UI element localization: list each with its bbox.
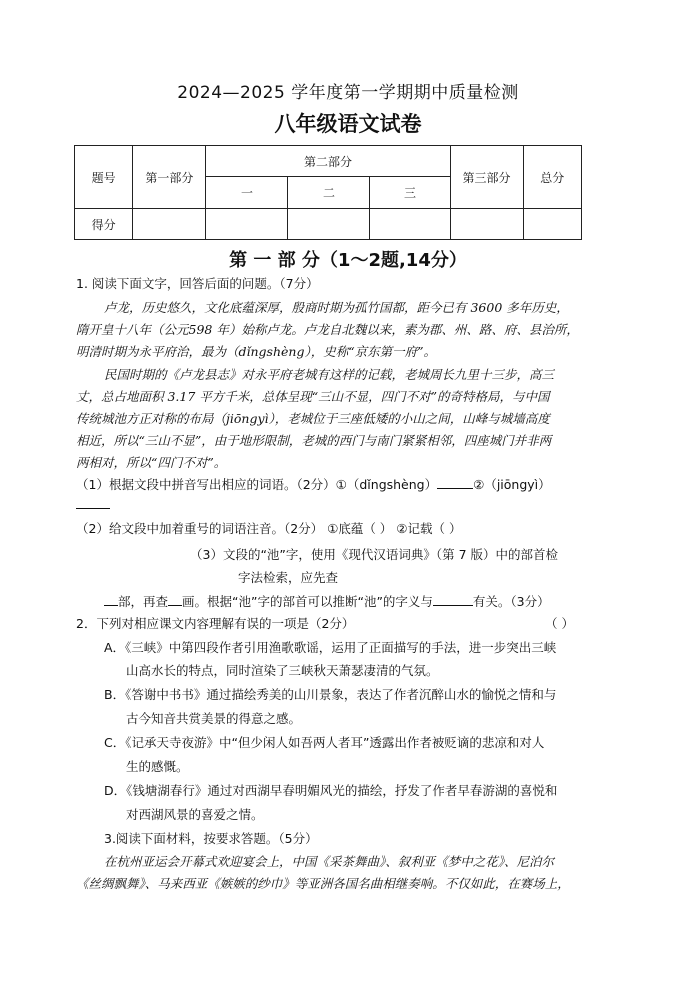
q2-option-a-line2: 山高水长的特点，同时渲染了三峡秋天萧瑟凄清的气氛。 xyxy=(126,663,439,678)
q1-para2-line1: 民国时期的《卢龙县志》对永平府老城有这样的记载，老城周长九里十三步，高三 xyxy=(104,367,555,382)
q2-option-c-line2: 生的感慨。 xyxy=(126,759,189,774)
q1-para1-line2: 隋开皇十八年（公元598 年）始称卢龙。卢龙自北魏以来，素为郡、州、路、府、县治所， xyxy=(76,322,579,337)
q1-para2-line4: 相近，所以“三山不显”，由于地形限制，老城的西门与南门紧紧相邻，四座城门并非两 xyxy=(76,433,552,448)
q3-stem: 3.阅读下面材料，按要求答题。（5分） xyxy=(104,831,318,846)
q2-option-c-line1: C．《记承天寺夜游》中“但少闲人如吾两人者耳”透露出作者被贬谪的悲凉和对人 xyxy=(104,735,545,750)
q1-sub2: （2）给文段中加着重号的词语注音。（2分） ①底蕴（ ） ②记载（ ） xyxy=(76,521,462,536)
q1-stem: 1. 阅读下面文字，回答后面的问题。（7分） xyxy=(76,276,319,291)
q1-sub3-text-3: 有关。（3分） xyxy=(472,594,550,609)
q1-sub1 xyxy=(76,476,551,493)
score-input-part2-3[interactable] xyxy=(370,209,450,240)
score-input-total[interactable] xyxy=(523,209,581,240)
q1-para2-line3: 传统城池方正对称的布局（jiōngyì），老城位于三座低矮的小山之间，山峰与城墙高度 xyxy=(76,411,550,426)
q1-sub3-text-2: 画。根据“池”字的部首可以推断“池”的字义与 xyxy=(182,594,433,609)
cell-part2-header: 第二部分 xyxy=(206,146,450,177)
score-input-part1[interactable] xyxy=(133,209,206,240)
q3-para-line2: 《丝绸飘舞》、马来西亚《嫉嫉的纱巾》等亚洲各国名曲相继奏响。不仅如此，在赛场上， xyxy=(76,876,570,891)
q1-sub3-blank-meaning[interactable] xyxy=(433,593,473,606)
score-input-part2-2[interactable] xyxy=(288,209,370,240)
q1-sub1-text-b: ②（jiōngyì） xyxy=(473,477,551,492)
q1-sub3-line2: 字法检索，应先查 xyxy=(238,570,339,585)
q1-sub1-continuation xyxy=(76,496,110,513)
q2-option-d-line1: D．《钱塘湖春行》通过对西湖早春明媚风光的描绘，抒发了作者早春游湖的喜悦和 xyxy=(104,783,558,798)
q1-sub3-text-1: 部，再查 xyxy=(118,594,169,609)
q1-sub3-blank-radical[interactable] xyxy=(104,593,118,606)
q1-sub3-line3 xyxy=(104,593,550,610)
cell-question-label: 题号 xyxy=(75,146,133,209)
q1-sub3-line1: （3）文段的“池”字，使用《现代汉语词典》（第 7 版）中的部首检 xyxy=(190,547,559,562)
cell-part3-header: 第三部分 xyxy=(450,146,523,209)
cell-part2-sub-3: 三 xyxy=(370,177,450,209)
q2-option-a-line1: A．《三峡》中第四段作者引用渔歌歌谣，运用了正面描写的手法，进一步突出三峡 xyxy=(104,640,557,655)
q2-option-b-line1: B．《答谢中书书》通过描绘秀美的山川景象，表达了作者沉醉山水的愉悦之情和与 xyxy=(104,687,557,702)
part-one-heading: 第 一 部 分（1～2题,14分） xyxy=(229,250,467,271)
q1-sub1-text: （1）根据文段中拼音写出相应的词语。（2分）①（dǐngshèng） xyxy=(76,477,438,492)
q2-answer-paren[interactable]: （ ） xyxy=(545,616,574,631)
cell-part1-header: 第一部分 xyxy=(133,146,206,209)
cell-score-label: 得分 xyxy=(75,209,133,240)
exam-title: 2024—2025 学年度第一学期期中质量检测 xyxy=(177,83,519,103)
exam-subtitle: 八年级语文试卷 xyxy=(274,112,422,136)
score-table xyxy=(74,145,582,240)
q1-para2-line5: 两相对，所以“四门不对”。 xyxy=(76,455,227,470)
cell-part2-sub-2: 二 xyxy=(288,177,370,209)
score-input-part2-1[interactable] xyxy=(206,209,288,240)
q1-sub1-blank-1[interactable] xyxy=(437,476,473,489)
cell-part2-sub-1: 一 xyxy=(206,177,288,209)
q1-sub1-blank-2[interactable] xyxy=(76,496,110,509)
q1-para1-line3: 明清时期为永平府治，最为（dǐngshèng），史称“京东第一府”。 xyxy=(76,344,436,359)
q2-stem: 2．下列对相应课文内容理解有误的一项是（2分） xyxy=(76,616,355,631)
q3-para-line1: 在杭州亚运会开幕式欢迎宴会上，中国《采茶舞曲》、叙利亚《梦中之花》、尼泊尔 xyxy=(104,854,555,869)
q1-para1-line1: 卢龙，历史悠久，文化底蕴深厚，殷商时期为孤竹国都，距今已有 3600 多年历史， xyxy=(104,300,569,315)
cell-total-header: 总分 xyxy=(523,146,581,209)
q2-option-d-line2: 对西湖风景的喜爱之情。 xyxy=(126,807,264,822)
q1-sub3-blank-strokes[interactable] xyxy=(168,593,182,606)
q1-para2-line2: 丈，总占地面积 3.17 平方千米，总体呈现“三山不显，四门不对”的奇特格局，与中国 xyxy=(76,389,550,404)
score-input-part3[interactable] xyxy=(450,209,523,240)
q2-option-b-line2: 古今知音共赏美景的得意之感。 xyxy=(126,711,302,726)
